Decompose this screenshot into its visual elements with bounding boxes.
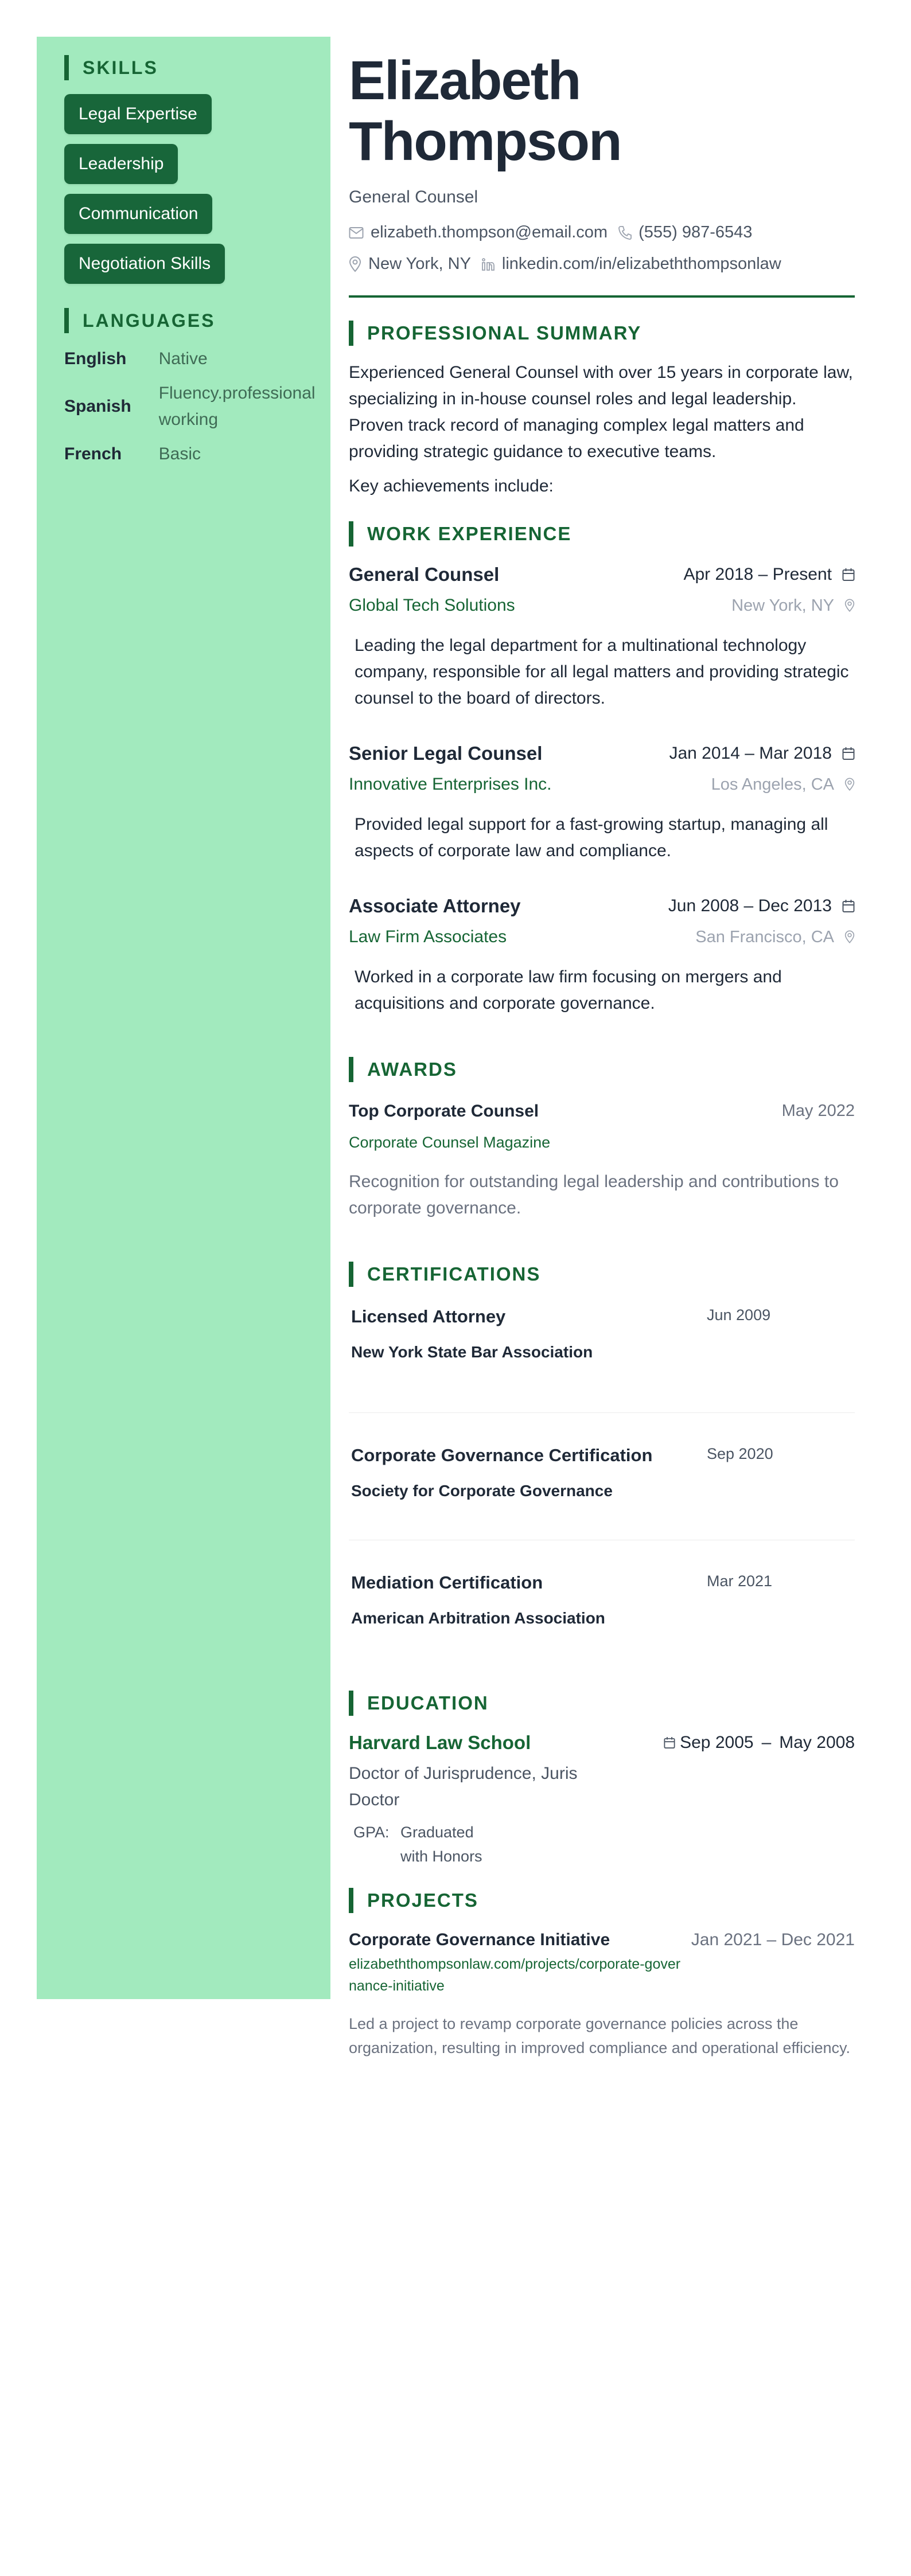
job-entry <box>349 895 855 1017</box>
phone-text: (555) 987-6543 <box>639 223 753 242</box>
job-description: Leading the legal department for a multinational technology company, responsible for all legal matters and providing strategic counsel to the board of directors. <box>355 636 849 708</box>
calendar-icon <box>842 747 855 760</box>
job-location-text: San Francisco, CA <box>695 927 834 946</box>
school-name: Harvard Law School <box>349 1732 531 1754</box>
skill-chip: Leadership <box>64 144 178 184</box>
job-location <box>695 928 855 947</box>
contact-row <box>349 223 855 242</box>
certification-title: Corporate Governance Certification <box>351 1445 653 1466</box>
job-dates-text: Jan 2014 – Mar 2018 <box>669 744 832 763</box>
gpa <box>349 1820 855 1868</box>
award-entry <box>349 1102 855 1221</box>
job-position: Associate Attorney <box>349 895 521 917</box>
skill-chip: Communication <box>64 194 212 234</box>
certification-issuer: American Arbitration Association <box>351 1609 605 1627</box>
education-heading: EDUCATION <box>349 1691 855 1716</box>
linkedin-text: linkedin.com/in/elizabeththompsonlaw <box>501 255 781 274</box>
certification-title: Licensed Attorney <box>351 1306 506 1327</box>
candidate-name: Elizabeth Thompson <box>349 50 621 172</box>
language-name: Spanish <box>64 397 131 416</box>
certification-issuer: New York State Bar Association <box>351 1343 593 1361</box>
job-entry <box>349 564 855 712</box>
contact-phone[interactable] <box>618 223 752 242</box>
certifications-heading: CERTIFICATIONS <box>349 1262 855 1287</box>
main-content <box>349 37 855 2060</box>
summary-text: Experienced General Counsel with over 15 years in corporate law, specializing in in-house counsel roles and legal leadership. Proven track record of managing complex legal matters and providing strategic guidance to executive teams. <box>349 363 853 462</box>
summary-heading: PROFESSIONAL SUMMARY <box>349 321 855 346</box>
certification-date: Mar 2021 <box>707 1572 773 1590</box>
job-company: Global Tech Solutions <box>349 596 515 615</box>
language-level: Native <box>158 349 208 368</box>
header-divider <box>349 295 855 298</box>
certification-entry <box>349 1287 855 1413</box>
certification-title: Mediation Certification <box>351 1572 543 1593</box>
resume-header <box>349 50 855 298</box>
job-location <box>711 775 855 794</box>
calendar-icon <box>664 1736 675 1749</box>
skills-heading: SKILLS <box>64 55 330 80</box>
job-location-text: Los Angeles, CA <box>711 775 834 794</box>
phone-icon <box>618 225 632 240</box>
gpa-value: Graduated with Honors <box>400 1824 482 1865</box>
linkedin-icon <box>481 257 495 271</box>
contact-row <box>349 255 855 274</box>
job-location-text: New York, NY <box>731 596 834 615</box>
project-description: Led a project to revamp corporate governance policies across the organization, resulting in improved compliance and operational efficiency. <box>349 2015 851 2057</box>
awards-section <box>349 1057 855 1221</box>
key-achievements-label: Key achievements include: <box>349 477 554 496</box>
education-entry <box>349 1732 855 1868</box>
gpa-label: GPA: <box>353 1824 390 1841</box>
languages-list <box>64 346 330 467</box>
map-pin-icon <box>844 778 855 791</box>
email-text: elizabeth.thompson@email.com <box>371 223 608 242</box>
project-link[interactable]: elizabeththompsonlaw.com/projects/corporate-governance-initiative <box>349 1956 681 1995</box>
work-section <box>349 521 855 1017</box>
certification-date: Jun 2009 <box>707 1306 771 1324</box>
contact-location <box>349 255 471 274</box>
summary-section <box>349 321 855 499</box>
project-entry <box>349 1930 855 2060</box>
awards-heading: AWARDS <box>349 1057 855 1082</box>
contact-email[interactable] <box>349 223 608 242</box>
project-dates: Jan 2021 – Dec 2021 <box>691 1930 855 1950</box>
job-entry <box>349 743 855 864</box>
job-company: Innovative Enterprises Inc. <box>349 775 552 794</box>
award-description: Recognition for outstanding legal leadership and contributions to corporate governance. <box>349 1172 839 1218</box>
award-title: Top Corporate Counsel <box>349 1102 539 1121</box>
skill-chip: Legal Expertise <box>64 94 212 134</box>
education-start: Sep 2005 <box>680 1733 754 1753</box>
skills-list <box>64 94 330 284</box>
calendar-icon <box>842 899 855 913</box>
map-pin-icon <box>844 930 855 944</box>
education-end: May 2008 <box>779 1733 855 1753</box>
degree: Doctor of Jurisprudence, Juris Doctor <box>349 1764 578 1810</box>
skills-section <box>64 55 330 284</box>
education-section <box>349 1691 855 1868</box>
award-issuer: Corporate Counsel Magazine <box>349 1134 551 1152</box>
education-dates <box>664 1733 855 1753</box>
job-title: General Counsel <box>349 188 478 207</box>
job-dates <box>669 744 855 763</box>
map-pin-icon <box>349 256 361 272</box>
map-pin-icon <box>844 599 855 612</box>
job-position: Senior Legal Counsel <box>349 743 543 764</box>
job-position: General Counsel <box>349 564 500 586</box>
location-text: New York, NY <box>368 255 471 274</box>
job-description: Provided legal support for a fast-growing startup, managing all aspects of corporate law and compliance. <box>355 815 828 861</box>
certifications-section <box>349 1262 855 1668</box>
certifications-list <box>349 1287 855 1668</box>
job-dates-text: Jun 2008 – Dec 2013 <box>668 896 832 916</box>
certification-entry <box>349 1540 855 1668</box>
calendar-icon <box>842 568 855 581</box>
language-row <box>64 346 330 372</box>
job-dates <box>668 896 855 916</box>
certification-issuer: Society for Corporate Governance <box>351 1482 613 1500</box>
projects-section <box>349 1888 855 2060</box>
languages-heading: LANGUAGES <box>64 308 330 333</box>
language-row <box>64 380 330 433</box>
mail-icon <box>349 227 364 239</box>
job-dates-text: Apr 2018 – Present <box>683 565 832 584</box>
work-heading: WORK EXPERIENCE <box>349 521 855 547</box>
project-title: Corporate Governance Initiative <box>349 1930 610 1950</box>
language-row <box>64 441 330 467</box>
language-level: Fluency.professional working <box>158 384 316 429</box>
certification-date: Sep 2020 <box>707 1445 773 1463</box>
job-description: Worked in a corporate law firm focusing on mergers and acquisitions and corporate governance. <box>355 967 782 1013</box>
job-dates <box>683 565 855 584</box>
job-location <box>731 596 855 615</box>
languages-section <box>64 308 330 467</box>
certification-entry <box>349 1413 855 1540</box>
sidebar <box>37 37 330 1999</box>
job-company: Law Firm Associates <box>349 927 507 947</box>
language-level: Basic <box>158 444 201 463</box>
award-date: May 2022 <box>781 1102 855 1121</box>
skill-chip: Negotiation Skills <box>64 244 225 284</box>
language-name: English <box>64 349 127 368</box>
language-name: French <box>64 444 122 463</box>
date-separator: – <box>761 1733 772 1753</box>
projects-heading: PROJECTS <box>349 1888 855 1913</box>
contact-linkedin[interactable] <box>481 255 781 274</box>
